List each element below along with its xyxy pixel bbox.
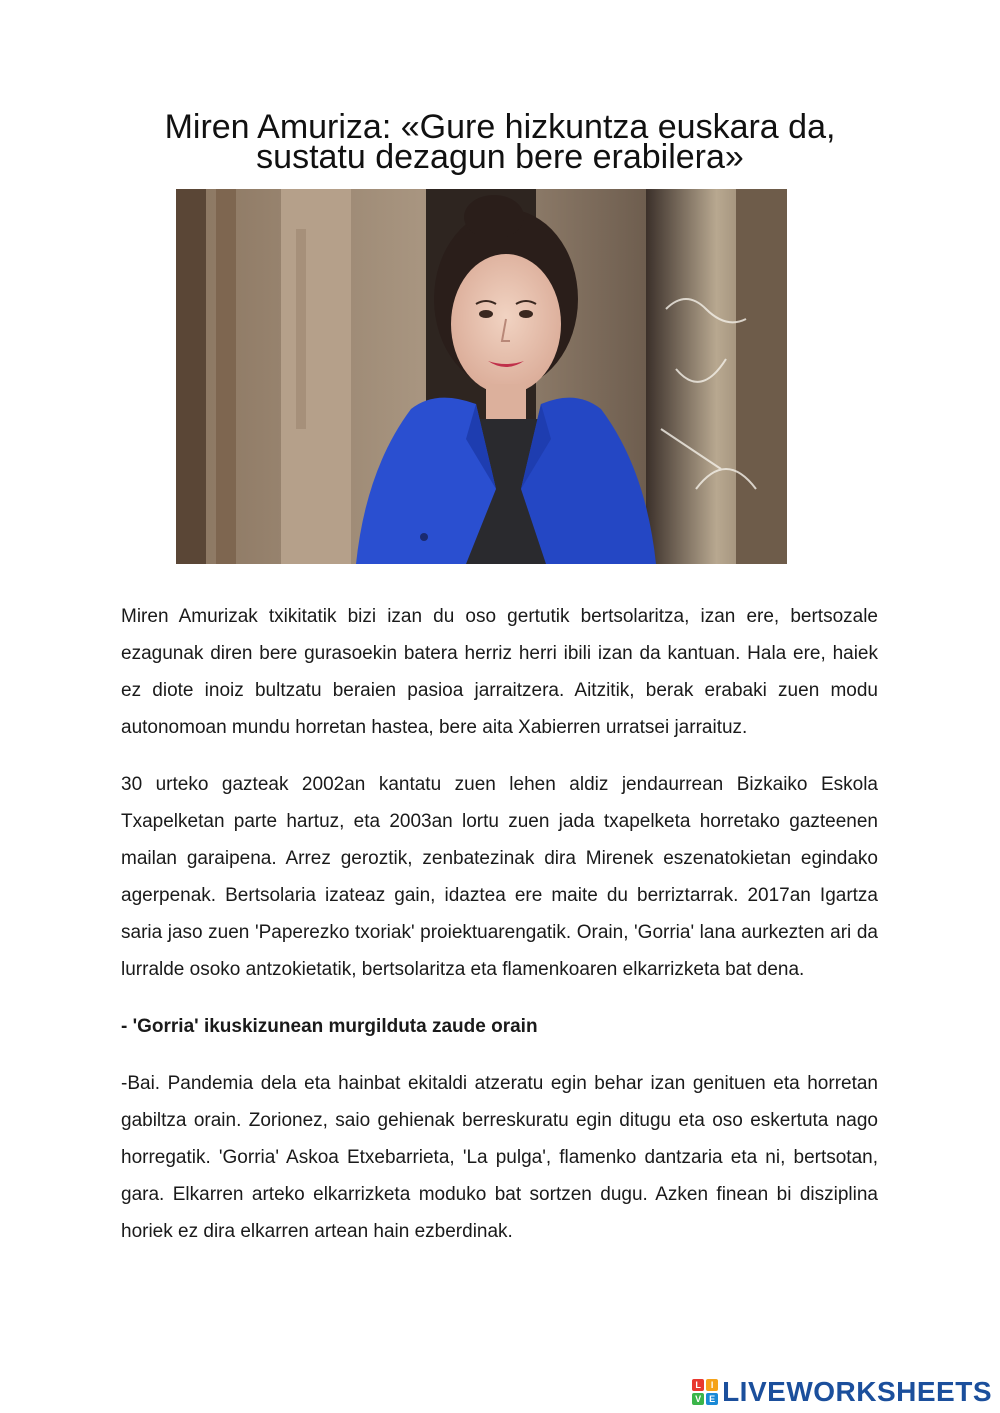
article-body xyxy=(121,598,878,1270)
title-line-2: sustatu dezagun bere erabilera» xyxy=(256,138,744,176)
article-title xyxy=(120,108,880,176)
liveworksheets-logo-icon xyxy=(692,1379,718,1405)
logo-letter: I xyxy=(706,1379,718,1391)
logo-letter: L xyxy=(692,1379,704,1391)
logo-letter: V xyxy=(692,1393,704,1405)
title-line-1: Miren Amuriza: «Gure hizkuntza euskara da, xyxy=(164,108,836,146)
portrait-photo xyxy=(176,189,787,564)
paragraph-intro: Miren Amurizak txikitatik bizi izan du oso gertutik bertsolaritza, izan ere, bertsozale ezagunak diren bere gurasoekin batera herriz herri ibili izan da kantuan. Hala ere, haiek ez diote inoiz bultzatu beraien pasioa jarraitzera. Aitzitik, berak erabaki zuen modu autonomoan mundu horretan hastea, bere aita Xabierren urratsei jarraituz. xyxy=(121,606,878,738)
logo-letter: E xyxy=(706,1393,718,1405)
liveworksheets-brand[interactable] xyxy=(692,1375,992,1409)
interview-answer: -Bai. Pandemia dela eta hainbat ekitaldi atzeratu egin behar izan genituen eta horretan gabiltza orain. Zorionez, saio gehienak berreskuratu egin ditugu eta oso eskertuta nago horregatik. 'Gorria' Askoa Etxebarrieta, 'La pulga', flamenko dantzaria eta ni, bertsotan, gara. Elkarren arteko elkarrizketa moduko bat sortzen dugu. Azken finean bi disziplina horiek ez dira elkarren artean hain ezberdinak. xyxy=(121,1073,878,1242)
paragraph-career: 30 urteko gazteak 2002an kantatu zuen lehen aldiz jendaurrean Bizkaiko Eskola Txapelketan parte hartuz, eta 2003an lortu zuen jada txapelketa horretako gazteenen mailan garaipena. Arrez geroztik, zenbatezinak dira Mirenek eszenatokietan egindako agerpenak. Bertsolaria izateaz gain, idaztea ere maite du berriztarrak. 2017an Igartza saria jaso zuen 'Paperezko txoriak' proiektuarengatik. Orain, 'Gorria' lana aurkezten ari da lurralde osoko antzokietatik, bertsolaritza eta flamenkoaren elkarrizketa bat dena. xyxy=(121,774,878,980)
interview-question: - 'Gorria' ikuskizunean murgilduta zaude orain xyxy=(121,1016,538,1037)
brand-text: LIVEWORKSHEETS xyxy=(722,1376,992,1407)
